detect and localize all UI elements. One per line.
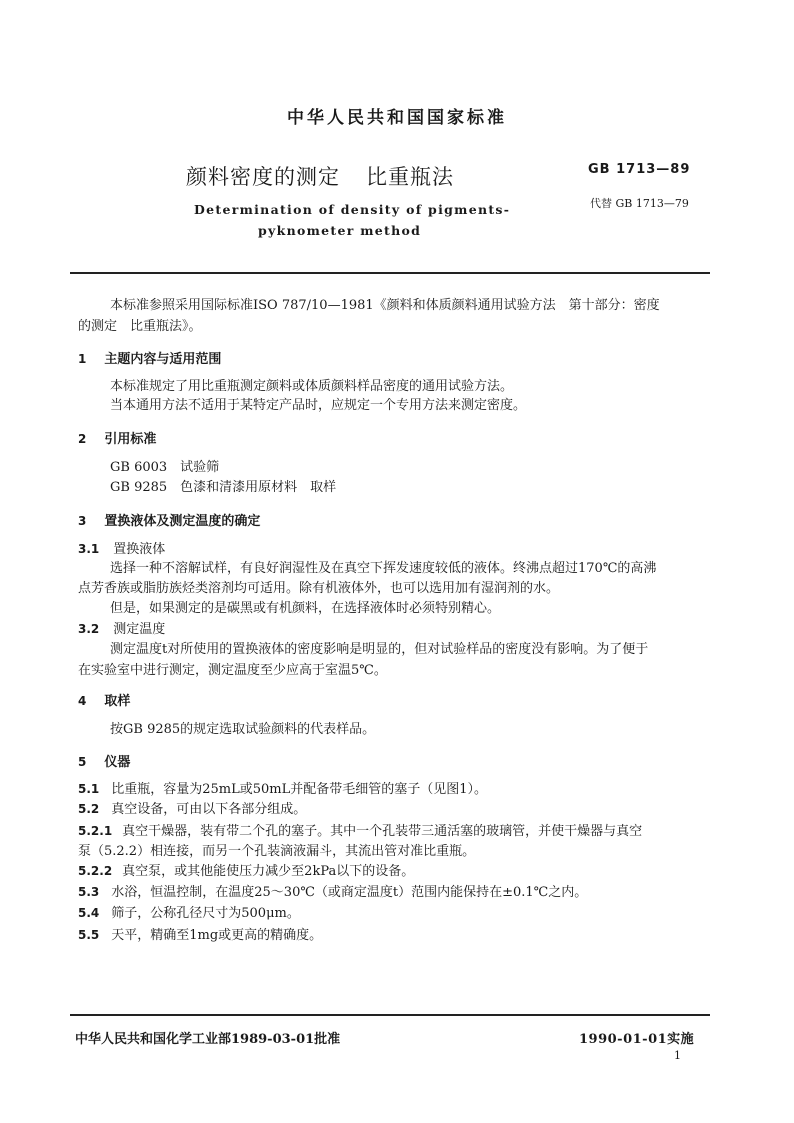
replaces-standard: 代替 GB 1713—79 — [590, 197, 689, 210]
section-number: 2 — [78, 432, 87, 446]
clause-number: 5.1 — [78, 782, 100, 796]
clause-number: 5.2.1 — [78, 824, 113, 838]
section-4-para: 按GB 9285的规定选取试验颜料的代表样品。 — [110, 722, 376, 737]
top-rule — [70, 272, 710, 274]
clause-number: 5.5 — [78, 928, 100, 942]
section-1-heading — [78, 348, 221, 367]
section-1-para1: 本标准规定了用比重瓶测定颜料或体质颜料样品密度的通用试验方法。 — [110, 379, 514, 394]
section-3-1-line3: 但是，如果测定的是碳黑或有机颜料，在选择液体时必须特别精心。 — [110, 601, 501, 616]
reference-gb9285: GB 9285 色漆和清漆用原材料 取样 — [110, 480, 337, 495]
section-3-2-line1: 测定温度t对所使用的置换液体的密度影响是明显的，但对试验样品的密度没有影响。为了便于 — [110, 642, 649, 657]
english-title-line2: pyknometer method — [258, 223, 422, 238]
section-3-1-line2: 点芳香族或脂肪族烃类溶剂均可适用。除有机液体外，也可以选用加有湿润剂的水。 — [78, 581, 560, 596]
section-5-heading — [78, 751, 130, 770]
document-title — [186, 161, 454, 191]
clause-5-1 — [78, 781, 487, 798]
section-3-2-line2: 在实验室中进行测定，测定温度至少应高于室温5℃。 — [78, 663, 387, 678]
section-title: 引用标准 — [104, 432, 157, 447]
section-3-2-heading — [78, 621, 165, 638]
section-3-1-heading — [78, 541, 165, 558]
section-title: 置换液体及测定温度的确定 — [104, 514, 261, 529]
section-number: 5 — [78, 755, 87, 769]
reference-gb6003: GB 6003 试验筛 — [110, 460, 220, 475]
clause-text: 比重瓶，容量为25mL或50mL并配备带毛细管的塞子（见图1）。 — [111, 782, 488, 797]
section-1-para2: 当本通用方法不适用于某特定产品时，应规定一个专用方法来测定密度。 — [110, 398, 527, 413]
clause-text: 真空泵，或其他能使压力减少至2kPa以下的设备。 — [122, 864, 415, 879]
clause-5-2-2 — [78, 863, 414, 880]
clause-5-4 — [78, 905, 300, 922]
clause-5-2 — [78, 801, 306, 818]
standard-code: GB 1713—89 — [588, 162, 691, 177]
clause-5-2-1-continued: 泵（5.2.2）相连接，而另一个孔装滴液漏斗，其流出管对准比重瓶。 — [78, 844, 476, 859]
subsection-number: 3.2 — [78, 622, 100, 636]
title-main: 颜料密度的测定 — [186, 165, 340, 189]
clause-number: 5.3 — [78, 885, 100, 899]
subsection-title: 测定温度 — [113, 622, 166, 637]
clause-5-3 — [78, 884, 587, 901]
clause-text: 筛子，公称孔径尺寸为500μm。 — [111, 906, 300, 921]
section-4-heading — [78, 690, 130, 709]
section-title: 取样 — [104, 694, 131, 709]
title-sub: 比重瓶法 — [366, 165, 454, 189]
approval-line: 中华人民共和国化学工业部1989-03-01批准 — [75, 1032, 341, 1047]
page-number: 1 — [674, 1049, 681, 1062]
clause-text: 真空设备，可由以下各部分组成。 — [111, 802, 307, 817]
bottom-rule — [70, 1014, 710, 1016]
preface-line2: 的测定 比重瓶法》。 — [78, 319, 202, 334]
section-title: 仪器 — [104, 755, 131, 770]
clause-5-2-1 — [78, 823, 642, 840]
section-number: 1 — [78, 352, 87, 366]
section-number: 3 — [78, 514, 87, 528]
preface-line1: 本标准参照采用国际标准ISO 787/10—1981《颜料和体质颜料通用试验方法 第十部分：密度 — [110, 298, 660, 313]
clause-number: 5.4 — [78, 906, 100, 920]
section-3-1-line1: 选择一种不溶解试样，有良好润湿性及在真空下挥发速度较低的液体。终沸点超过170℃的高沸 — [110, 561, 657, 576]
clause-text: 真空干燥器，装有带二个孔的塞子。其中一个孔装带三通活塞的玻璃管，并使干燥器与真空 — [122, 824, 643, 839]
section-3-heading — [78, 510, 260, 529]
clause-number: 5.2 — [78, 802, 100, 816]
clause-text: 天平，精确至1mg或更高的精确度。 — [111, 928, 323, 943]
subsection-title: 置换液体 — [113, 542, 166, 557]
national-standard-heading: 中华人民共和国国家标准 — [287, 108, 507, 128]
section-title: 主题内容与适用范围 — [104, 352, 222, 367]
clause-text: 水浴，恒温控制，在温度25～30℃（或商定温度t）范围内能保持在±0.1℃之内。 — [111, 885, 588, 900]
english-title-line1: Determination of density of pigments- — [194, 202, 511, 217]
section-number: 4 — [78, 694, 87, 708]
subsection-number: 3.1 — [78, 542, 100, 556]
clause-5-5 — [78, 927, 322, 944]
clause-number: 5.2.2 — [78, 864, 113, 878]
section-2-heading — [78, 428, 156, 447]
effective-date: 1990-01-01实施 — [579, 1032, 695, 1047]
